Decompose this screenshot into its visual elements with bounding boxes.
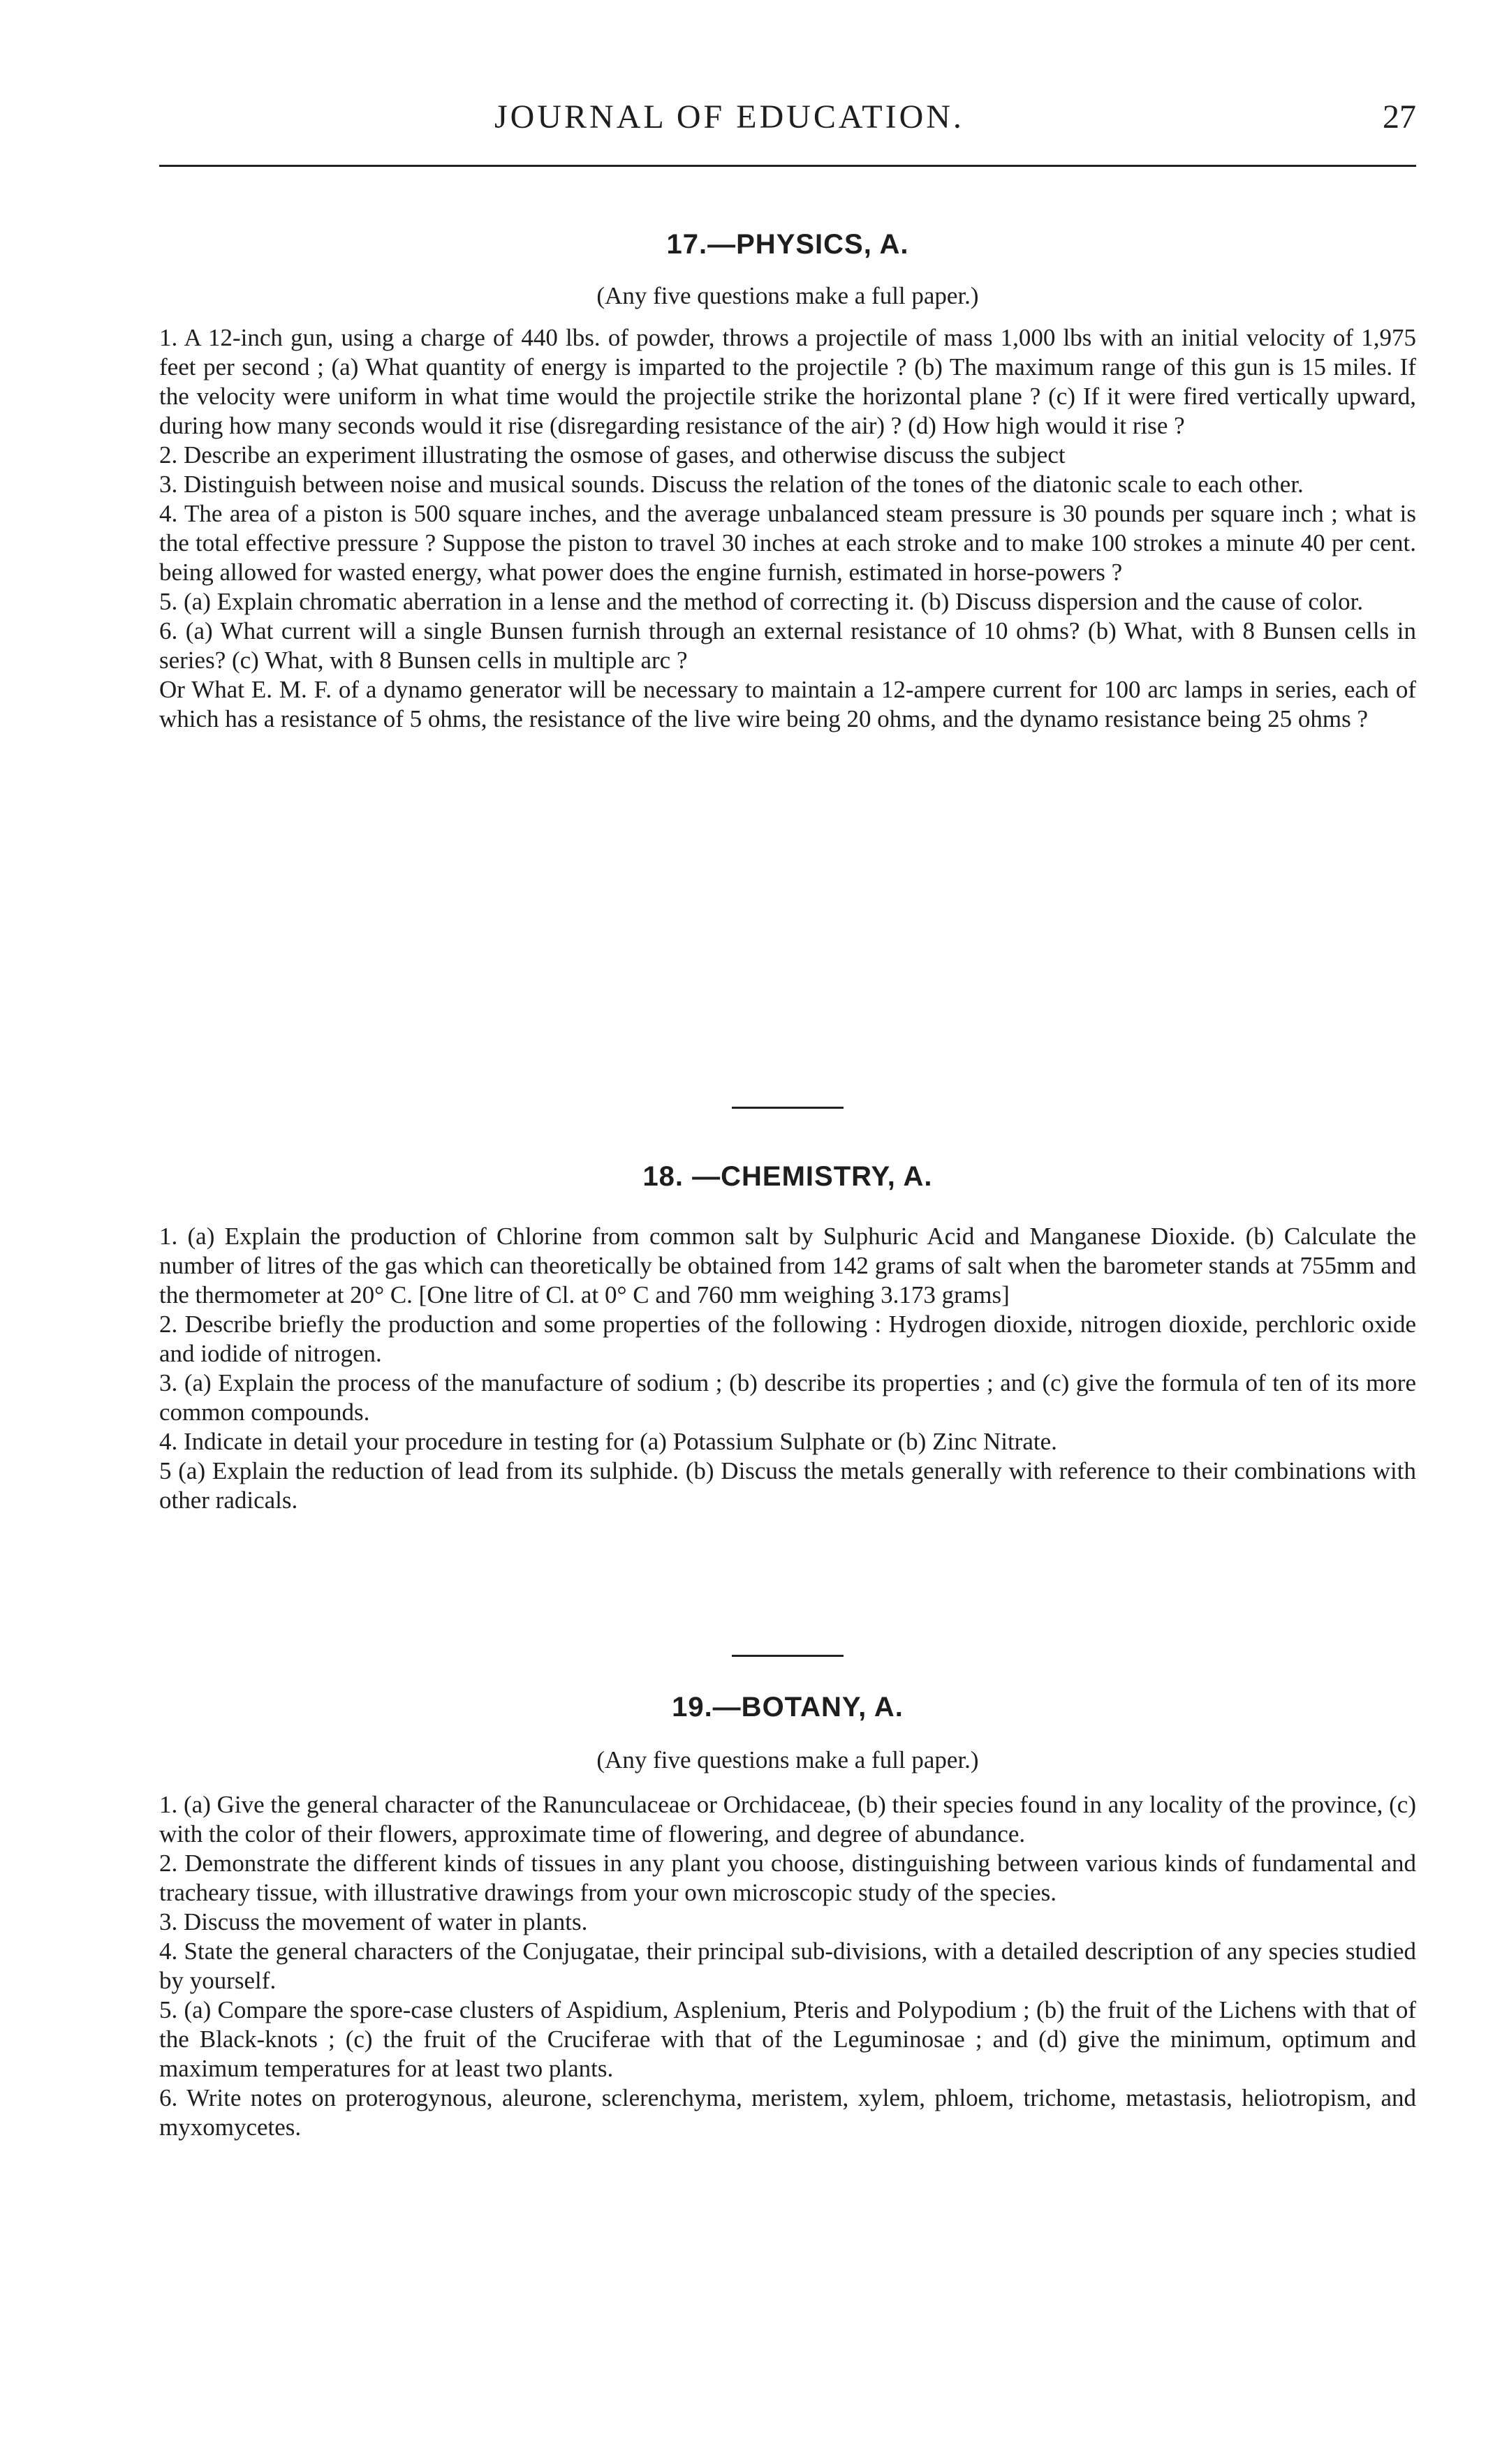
section-instructions: (Any five questions make a full paper.) <box>596 1746 979 1773</box>
question-item: 3. Distinguish between noise and musical sounds. Discuss the relation of the tones of the diatonic scale to each other. <box>159 471 1304 498</box>
question-item: 2. Describe an experiment illustrating the osmose of gases, and otherwise discuss the subject <box>159 441 1066 469</box>
question-item: 4. State the general characters of the Conjugatae, their principal sub-divisions, with a detailed description of any species studied by yourself. <box>159 1938 1416 1994</box>
header-rule <box>159 165 1416 167</box>
question-item: 1. (a) Give the general character of the Ranunculaceae or Orchidaceae, (b) their species found in any locality of the province, (c) with the color of their flowers, approximate time of flowering, and degree of abundance. <box>159 1791 1416 1847</box>
section-divider <box>732 1655 844 1657</box>
section-physics <box>159 227 1416 734</box>
section-title: 18. —CHEMISTRY, A. <box>642 1161 933 1192</box>
section-instructions: (Any five questions make a full paper.) <box>596 282 979 309</box>
question-item: 3. (a) Explain the process of the manufacture of sodium ; (b) describe its properties ; and (c) give the formula of ten of its more common compounds. <box>159 1369 1416 1426</box>
question-item: 5. (a) Explain chromatic aberration in a lense and the method of correcting it. (b) Discuss dispersion and the cause of color. <box>159 588 1364 615</box>
page-number: 27 <box>1383 98 1416 135</box>
question-item: Or What E. M. F. of a dynamo generator will be necessary to maintain a 12-ampere current for 100 arc lamps in series, each of which has a resistance of 5 ohms, the resistance of the live wire being 20 ohms, and the dynamo resistance being 25 ohms ? <box>159 676 1416 732</box>
question-item: 3. Discuss the movement of water in plants. <box>159 1908 588 1935</box>
section-botany <box>159 1690 1416 2142</box>
journal-page <box>159 0 1416 2464</box>
question-item: 1. A 12-inch gun, using a charge of 440 lbs. of powder, throws a projectile of mass 1,000 lbs with an initial velocity of 1,975 feet per second ; (a) What quantity of energy is imparted to the projectile ? (b) The maximum range of this gun is 15 miles. If the velocity were uniform in what time would the projectile strike the horizontal plane ? (c) If it were fired vertically upward, during how many seconds would it rise (disregarding resistance of the air) ? (d) How high would it rise ? <box>159 324 1416 439</box>
question-item: 1. (a) Explain the production of Chlorine from common salt by Sulphuric Acid and Manganese Dioxide. (b) Calculate the number of litres of the gas which can theoretically be obtained from 142 grams of salt when the barometer stands at 755mm and the thermometer at 20° C. [One litre of Cl. at 0° C and 760 mm weighing 3.173 grams] <box>159 1223 1416 1308</box>
question-item: 6. Write notes on proterogynous, aleurone, sclerenchyma, meristem, xylem, phloem, trichome, metastasis, heliotropism, and myxomycetes. <box>159 2084 1416 2141</box>
running-header <box>159 85 1416 148</box>
question-list <box>159 323 1416 734</box>
question-list <box>159 1790 1416 2142</box>
question-item: 5 (a) Explain the reduction of lead from its sulphide. (b) Discuss the metals generally with reference to their combinations with other radicals. <box>159 1457 1416 1514</box>
section-title: 19.—BOTANY, A. <box>672 1692 904 1722</box>
question-item: 4. Indicate in detail your procedure in testing for (a) Potassium Sulphate or (b) Zinc Nitrate. <box>159 1428 1057 1455</box>
question-item: 2. Demonstrate the different kinds of tissues in any plant you choose, distinguishing between various kinds of fundamental and tracheary tissue, with illustrative drawings from your own microscopic study of the species. <box>159 1850 1416 1906</box>
question-item: 2. Describe briefly the production and some properties of the following : Hydrogen dioxide, nitrogen dioxide, perchloric oxide and iodide of nitrogen. <box>159 1311 1416 1367</box>
section-chemistry <box>159 1159 1416 1515</box>
question-item: 4. The area of a piston is 500 square inches, and the average unbalanced steam pressure is 30 pounds per square inch ; what is the total effective pressure ? Suppose the piston to travel 30 inches at each stroke and to make 100 strokes a minute 40 per cent. being allowed for wasted energy, what power does the engine furnish, estimated in horse-powers ? <box>159 500 1416 586</box>
section-title: 17.—PHYSICS, A. <box>666 229 909 260</box>
journal-title: JOURNAL OF EDUCATION. <box>494 98 964 135</box>
question-item: 5. (a) Compare the spore-case clusters of Aspidium, Asplenium, Pteris and Polypodium ; (b) the fruit of the Lichens with that of the Black-knots ; (c) the fruit of the Cruciferae with that of the Leguminosae ; and (d) give the minimum, optimum and maximum temperatures for at least two plants. <box>159 1996 1416 2082</box>
question-list <box>159 1222 1416 1515</box>
question-item: 6. (a) What current will a single Bunsen furnish through an external resistance of 10 ohms? (b) What, with 8 Bunsen cells in series? (c) What, with 8 Bunsen cells in multiple arc ? <box>159 617 1416 674</box>
section-divider <box>732 1107 844 1109</box>
